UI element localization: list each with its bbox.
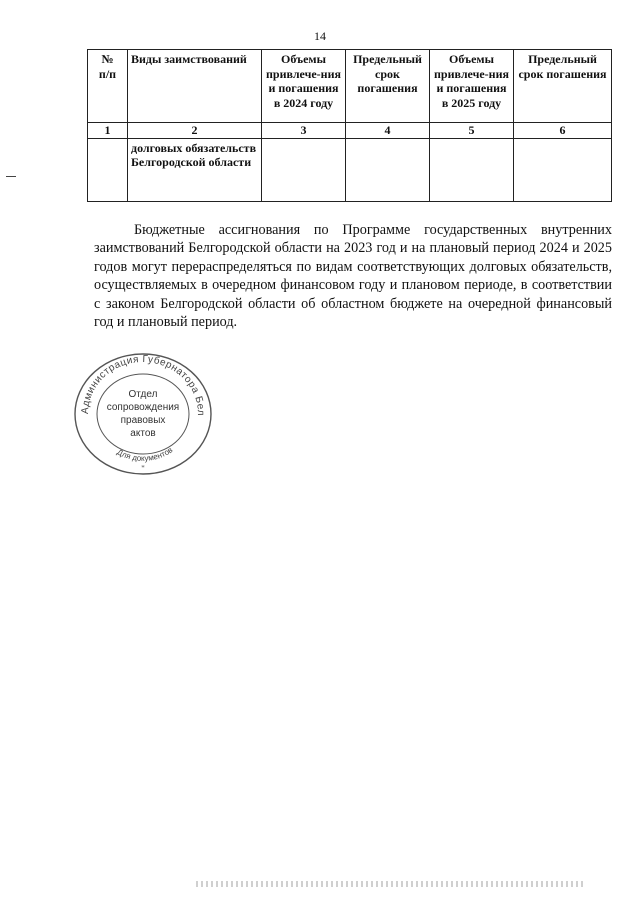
header-deadline-2024: Предельный срок погашения: [346, 50, 430, 123]
header-borrowing-type: Виды заимствований: [128, 50, 262, 123]
table-cell-borrowing-type: долговых обязательств Белгородской области: [128, 138, 262, 201]
table-row: [88, 138, 612, 201]
table-header-row: [88, 50, 612, 123]
header-number: № п/п: [88, 50, 128, 123]
column-number: 1: [88, 123, 128, 139]
scan-margin-mark: [6, 176, 16, 177]
office-stamp: [72, 351, 214, 477]
table-cell: [514, 138, 612, 201]
stamp-bottom-text: Для документов: [115, 445, 175, 463]
column-number: 4: [346, 123, 430, 139]
table-cell: [346, 138, 430, 201]
stamp-line: сопровождения: [106, 402, 180, 413]
borrowing-table: [87, 49, 612, 202]
column-number: 2: [128, 123, 262, 139]
header-deadline-2025: Предельный срок погашения: [514, 50, 612, 123]
column-number: 3: [262, 123, 346, 139]
table-cell: [262, 138, 346, 201]
svg-text:*: *: [141, 464, 145, 472]
stamp-ring-text: Администрация Губернатора Бел: [79, 353, 207, 417]
stamp-center: [72, 351, 214, 477]
column-number: 5: [430, 123, 514, 139]
scan-noise-strip: [196, 881, 586, 887]
body-paragraph: Бюджетные ассигнования по Программе государственных внутренних заимствований Белгородской области на 2023 год и на плановый период 2024 и 2025 годов могут перераспределяться по видам соответствующих долговых обязательств, осуществляемых в очередном финансовом году и плановом периоде, в соответствии с законом Белгородской области об областном бюджете на очередной финансовый год и плановый период.: [94, 222, 612, 331]
column-number: 6: [514, 123, 612, 139]
page-number: 14: [314, 29, 326, 43]
column-number-row: [88, 123, 612, 139]
table-cell: [430, 138, 514, 201]
table-cell: [88, 138, 128, 201]
stamp-line: актов: [130, 428, 156, 439]
stamp-line: правовых: [120, 415, 166, 426]
stamp-line: Отдел: [128, 389, 158, 400]
header-volume-2025: Объемы привлече-ния и погашения в 2025 году: [430, 50, 514, 123]
header-volume-2024: Объемы привлече-ния и погашения в 2024 году: [262, 50, 346, 123]
